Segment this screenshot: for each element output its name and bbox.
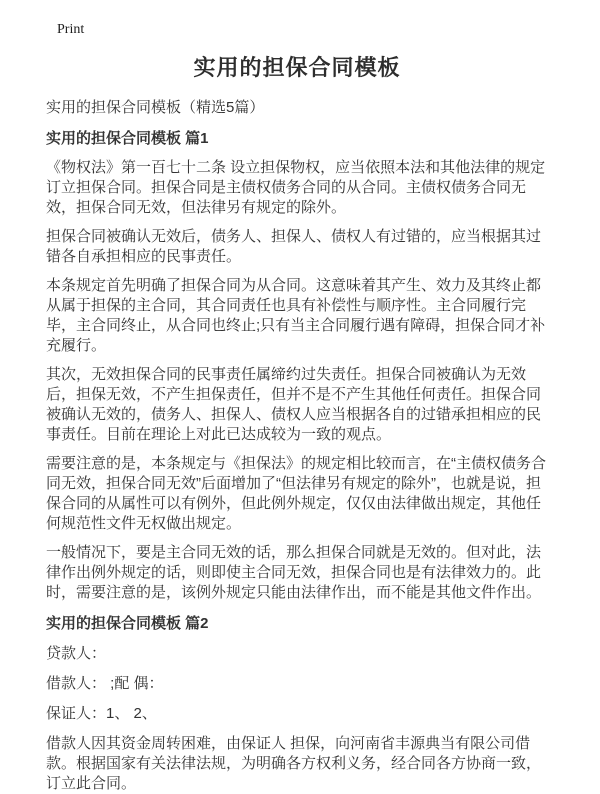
- paragraph: 其次，无效担保合同的民事责任属缔约过失责任。担保合同被确认为无效后，担保无效，不产生担保责任，但并不是不产生其他任何责任。担保合同被确认无效的，债务人、担保人、债权人应当根据各自的过错承担相应的民事责任。目前在理论上对此已达成较为一致的观点。: [46, 366, 542, 443]
- field-line-guarantor: 保证人：1、 2、: [46, 705, 157, 722]
- field-line-lender: 贷款人：: [46, 645, 107, 662]
- paragraph: 一般情况下，要是主合同无效的话，那么担保合同就是无效的。但对此，法律作出例外规定的话，则即使主合同无效，担保合同也是有法律效力的。此时，需要注意的是，该例外规定只能由法律作出，而不能是其他文件作出。: [46, 544, 542, 601]
- paragraph: 本条规定首先明确了担保合同为从合同。这意味着其产生、效力及其终止都从属于担保的主合同，其合同责任也具有补偿性与顺序性。主合同履行完毕，主合同终止，从合同也终止;只有当主合同履行遇有障碍，担保合同才补充履行。: [46, 277, 546, 354]
- paragraph: 《物权法》第一百七十二条 设立担保物权，应当依照本法和其他法律的规定订立担保合同。担保合同是主债权债务合同的从合同。主债权债务合同无效，担保合同无效，但法律另有规定的除外。: [46, 159, 546, 216]
- paragraph: 需要注意的是，本条规定与《担保法》的规定相比较而言，在“主债权债务合同无效，担保合同无效”后面增加了“但法律另有规定的除外”，也就是说，担保合同的从属性可以有例外，但此例外规定，仅仅由法律做出规定，其他任何规范性文件无权做出规定。: [46, 455, 546, 532]
- section-2-heading: 实用的担保合同模板 篇2: [46, 615, 209, 632]
- section-2: [46, 614, 548, 794]
- field-line-borrower: 借款人： ;配 偶：: [46, 675, 164, 692]
- page-subtitle: 实用的担保合同模板（精选5篇）: [46, 99, 265, 116]
- print-link[interactable]: Print: [57, 22, 85, 37]
- paragraph: 担保合同被确认无效后，债务人、担保人、债权人有过错的，应当根据其过错各自承担相应的民事责任。: [46, 228, 542, 265]
- section-1: [46, 129, 548, 603]
- page-title: 实用的担保合同模板: [193, 55, 401, 80]
- section-1-heading: 实用的担保合同模板 篇1: [46, 130, 209, 147]
- paragraph: 借款人因其资金周转困难，由保证人 担保，向河南省丰源典当有限公司借款。根据国家有关法律法规，为明确各方权利义务，经合同各方协商一致，订立此合同。: [46, 735, 542, 792]
